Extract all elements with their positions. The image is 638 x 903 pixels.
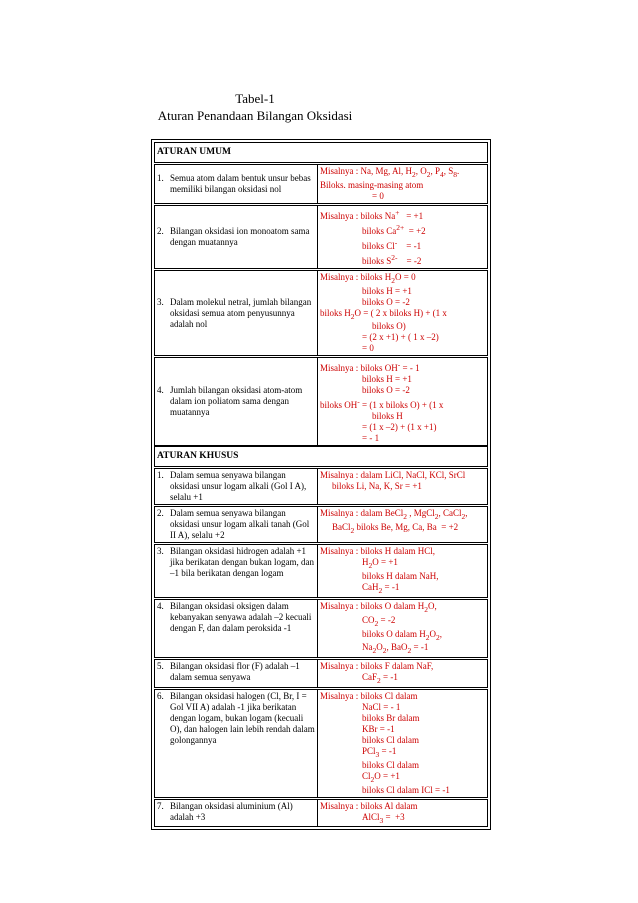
example-line: = 0 — [362, 343, 374, 354]
example-line: Misalnya : biloks Al dalam — [320, 800, 418, 811]
example-line: biloks $Ca^{2+} = +2$ — [362, 222, 426, 236]
example-line: CaH$_2$ = -1 — [362, 582, 400, 595]
rule-description — [155, 600, 318, 657]
example-line: biloks O) — [372, 321, 406, 332]
rule-example — [318, 358, 487, 445]
rules-table — [151, 139, 491, 830]
rule-text: Bilangan oksidasi flor (F) adalah –1 dalam semua senyawa — [170, 661, 300, 683]
example-line: biloks Cl dalam — [362, 759, 419, 770]
rule-example — [318, 469, 487, 504]
rule-number: 5. — [157, 661, 164, 672]
rule-text: Bilangan oksidasi hidrogen adalah +1 jika berikatan dengan bukan logam, dan –1 bila berikatan dengan logam — [170, 546, 314, 579]
rule-row — [154, 164, 488, 204]
example-line: Misalnya : biloks OH- = - 1 — [320, 360, 420, 374]
rule-number: 6. — [157, 690, 164, 701]
rule-description — [155, 271, 318, 356]
rule-example — [318, 165, 487, 203]
rule-description — [155, 206, 318, 268]
example-line: Biloks. masing-masing atom — [320, 179, 424, 190]
example-line: Misalnya : dalam BeCl$_2$ , MgCl$_2$, CaCl$_2$, — [320, 508, 468, 522]
example-line: biloks $S^{2-}$ = -2 — [362, 252, 422, 266]
example-line: = 0 — [372, 190, 384, 201]
example-line: = (1 x –2) + (1 x +1) — [362, 422, 437, 433]
rule-row — [154, 205, 488, 269]
rule-number: 1. — [157, 172, 164, 183]
example-line: biloks H = +1 — [362, 374, 412, 385]
rule-row — [154, 689, 488, 798]
rule-description — [155, 469, 318, 504]
example-line: biloks Cl- = -1 — [362, 237, 422, 251]
example-line: biloks H = +1 — [362, 285, 412, 296]
rule-row — [154, 799, 488, 828]
example-line: $Cl_2O = +1$ — [362, 770, 400, 784]
rule-description — [155, 660, 318, 687]
example-line: CaF$_2$ = -1 — [362, 672, 398, 685]
rule-row — [154, 659, 488, 688]
rule-example — [318, 545, 487, 597]
rule-example — [318, 690, 487, 797]
rule-number: 2. — [157, 225, 164, 236]
rule-description — [155, 800, 318, 827]
rule-number: 1. — [157, 470, 164, 481]
example-line: Misalnya : biloks $H_2O = 0$ — [320, 271, 416, 285]
rule-text: Bilangan oksidasi oksigen dalam kebanyakan senyawa adalah –2 kecuali dengan F, dan dalam peroksida -1 — [170, 600, 312, 633]
example-line: = - 1 — [362, 433, 380, 444]
rule-example — [318, 271, 487, 356]
section-header-umum: ATURAN UMUM — [154, 142, 488, 163]
example-line: PCl$_3$ = -1 — [362, 745, 397, 759]
rule-number: 3. — [157, 546, 164, 557]
rule-row — [154, 357, 488, 446]
rule-text: Bilangan oksidasi halogen (Cl, Br, I = Gol VII A) adalah -1 jika berikatan dengan logam, bukan logam (kecuali O), dan halogen lain lebih rendah dalam golongannya — [170, 690, 315, 745]
example-line: biloks Br dalam — [362, 712, 420, 723]
example-line: biloks H — [372, 411, 403, 422]
rule-example — [318, 507, 487, 542]
example-line: Misalnya : biloks F dalam NaF, — [320, 661, 434, 672]
rule-text: Dalam semua senyawa bilangan oksidasi unsur logam alkali tanah (Gol II A), selalu +2 — [170, 508, 310, 541]
example-line: biloks $H_2O$ = ( 2 x biloks H) + (1 x — [320, 307, 447, 321]
section-header-khusus: ATURAN KHUSUS — [154, 446, 488, 467]
example-line: $Na_2O_2$, BaO$_2$ = -1 — [362, 642, 429, 656]
rule-text: Semua atom dalam bentuk unsur bebas memiliki bilangan oksidasi nol — [170, 172, 311, 194]
rule-number: 4. — [157, 600, 164, 611]
example-line: biloks O dalam $H_2O_2$, — [362, 628, 442, 642]
example-line: Misalnya : Na, Mg, Al, $H_2$, $O_2$, $P_4$, $S_8$. — [320, 166, 460, 179]
example-line: Misalnya : biloks Na+ = +1 — [320, 207, 424, 221]
example-line: biloks Li, Na, K, Sr = +1 — [332, 481, 422, 492]
rule-row — [154, 506, 488, 543]
rule-text: Dalam semua senyawa bilangan oksidasi unsur logam alkali (Gol I A), selalu +1 — [170, 470, 307, 503]
example-line: Misalnya : dalam LiCl, NaCl, KCl, SrCl — [320, 470, 466, 481]
general-rules — [154, 164, 488, 446]
rule-number: 4. — [157, 385, 164, 396]
example-line: AlCl$_3$ = +3 — [362, 811, 405, 825]
rule-text: Bilangan oksidasi ion monoatom sama dengan muatannya — [170, 225, 310, 247]
rule-row — [154, 599, 488, 658]
example-line: Misalnya : biloks H dalam HCl, — [320, 546, 435, 557]
example-line: Misalnya : biloks Cl dalam — [320, 690, 418, 701]
rule-text: Dalam molekul netral, jumlah bilangan oksidasi semua atom penyusunnya adalah nol — [170, 296, 312, 329]
example-line: BaCl$_2$ biloks Be, Mg, Ca, Ba = +2 — [332, 522, 459, 535]
rule-number: 3. — [157, 296, 164, 307]
rule-description — [155, 507, 318, 542]
example-line: biloks Cl dalam — [362, 734, 419, 745]
example-line: = (2 x +1) + ( 1 x –2) — [362, 332, 439, 343]
rule-description — [155, 545, 318, 597]
rule-number: 2. — [157, 508, 164, 519]
rule-description — [155, 165, 318, 203]
example-line: biloks O = -2 — [362, 296, 410, 307]
rule-text: Bilangan oksidasi aluminium (Al) adalah +3 — [170, 800, 293, 822]
rule-description — [155, 690, 318, 797]
title-line-1: Tabel-1 — [235, 91, 275, 106]
rule-example — [318, 800, 487, 827]
example-line: KBr = -1 — [362, 723, 395, 734]
example-line: $H_2O = +1$ — [362, 557, 398, 571]
example-line: NaCl = - 1 — [362, 701, 401, 712]
table-title — [150, 90, 360, 124]
example-line: Misalnya : biloks O dalam $H_2O$, — [320, 600, 437, 614]
rule-row — [154, 544, 488, 598]
rule-text: Jumlah bilangan oksidasi atom-atom dalam ion poliatom sama dengan muatannya — [170, 385, 303, 418]
title-line-2: Aturan Penandaan Bilangan Oksidasi — [157, 108, 353, 123]
example-line: $CO_2 = -2$ — [362, 614, 396, 628]
rule-row — [154, 468, 488, 505]
rule-example — [318, 206, 487, 268]
example-line: biloks Cl dalam ICl = -1 — [362, 784, 450, 795]
rule-example — [318, 660, 487, 687]
rule-number: 7. — [157, 800, 164, 811]
example-line: biloks H dalam NaH, — [362, 571, 439, 582]
rule-description — [155, 358, 318, 445]
rule-row — [154, 270, 488, 357]
example-line: biloks O = -2 — [362, 385, 410, 396]
special-rules — [154, 468, 488, 827]
example-line: biloks OH- = (1 x biloks O) + (1 x — [320, 397, 444, 411]
rule-example — [318, 600, 487, 657]
